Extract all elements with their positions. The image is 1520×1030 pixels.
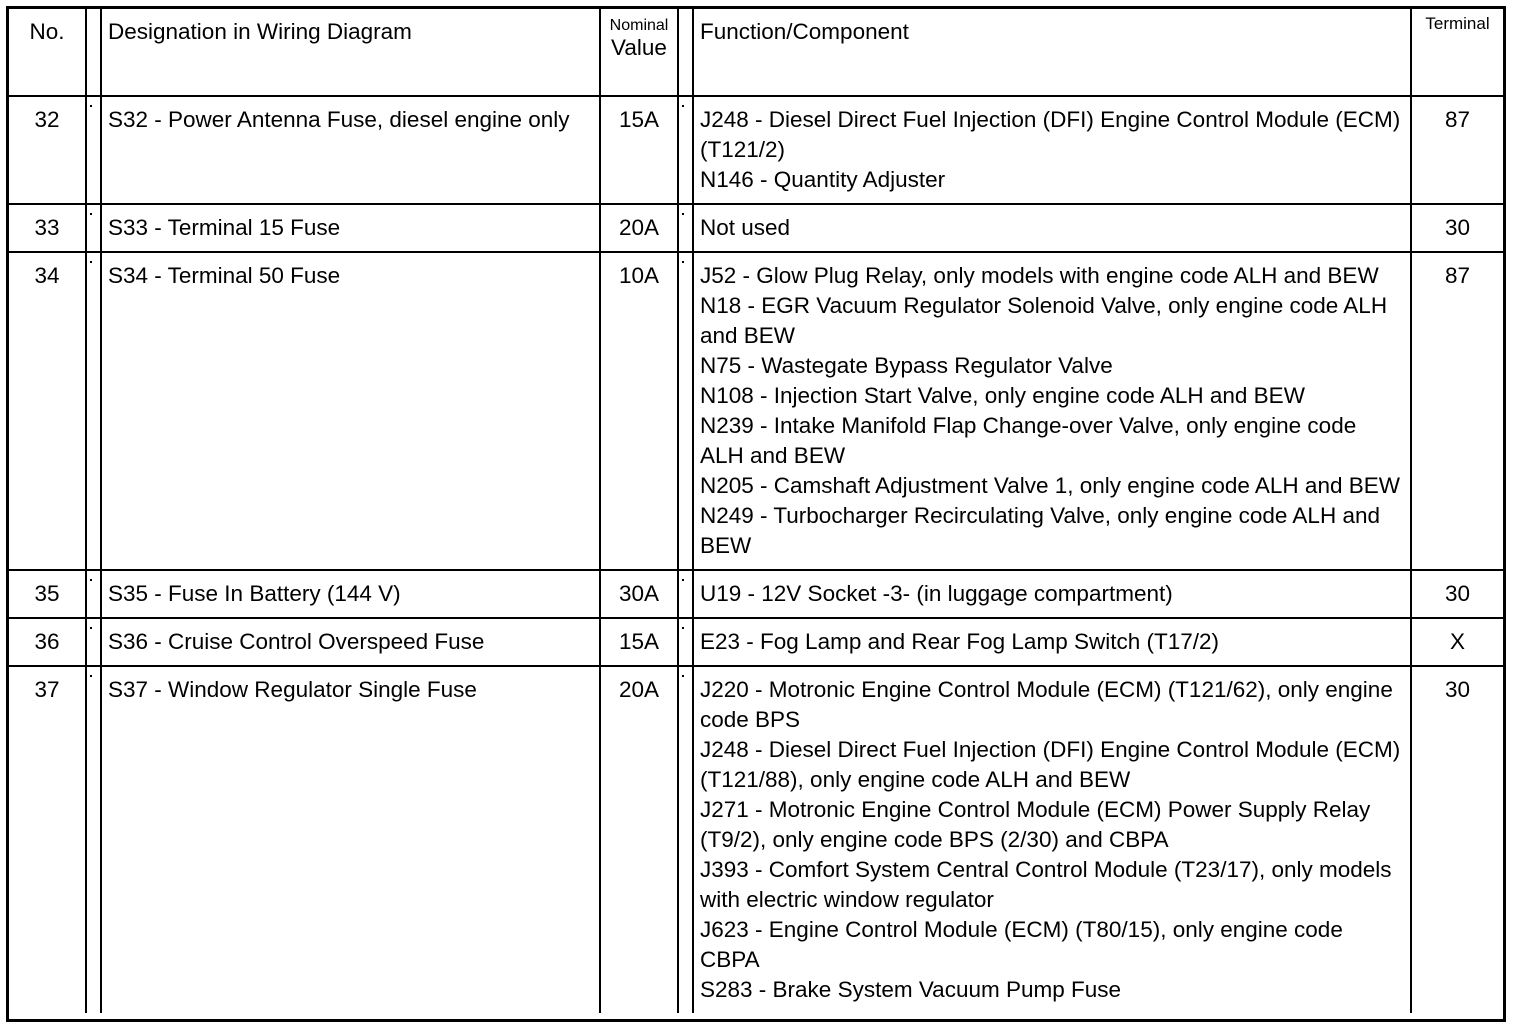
row-gap-cell [86,204,101,252]
row-gap-cell [678,666,693,1013]
row-gap-cell [678,204,693,252]
component-entry: E23 - Fog Lamp and Rear Fog Lamp Switch (T17/2) [700,629,1219,654]
component-entry: Not used [700,215,791,240]
cell-marker [682,627,684,629]
row-function-components [693,252,1411,570]
row-function-components [693,666,1411,1013]
row-gap-cell [86,666,101,1013]
table-row [9,666,1503,1013]
table-row [9,252,1503,570]
header-nominal-value [600,9,678,96]
row-terminal: 30 [1411,204,1503,252]
component-entry: J248 - Diesel Direct Fuel Injection (DFI) Engine Control Module (ECM) (T121/2) [700,107,1401,162]
header-value-label: Value [611,35,667,60]
component-entry: J271 - Motronic Engine Control Module (ECM) Power Supply Relay (T9/2), only engine code BPS (2/30) and CBPA [700,797,1371,852]
row-number: 37 [9,666,86,1013]
cell-marker [90,627,92,629]
cell-marker [682,261,684,263]
row-designation: S32 - Power Antenna Fuse, diesel engine only [101,96,600,204]
row-gap-cell [86,570,101,618]
component-entry: N108 - Injection Start Valve, only engine code ALH and BEW [700,383,1305,408]
header-gap [86,9,101,96]
cell-marker [90,105,92,107]
header-gap [678,9,693,96]
cell-marker [90,675,92,677]
row-designation: S35 - Fuse In Battery (144 V) [101,570,600,618]
header-designation: Designation in Wiring Diagram [101,9,600,96]
row-nominal-value: 15A [600,96,678,204]
cell-marker [682,105,684,107]
fuse-table-frame [6,6,1506,1022]
row-number: 32 [9,96,86,204]
fuse-table [9,9,1503,1013]
header-terminal: Terminal [1411,9,1503,96]
header-nominal-label: Nominal [609,17,669,34]
cell-marker [90,261,92,263]
table-header-row [9,9,1503,96]
cell-marker [682,213,684,215]
component-entry: J220 - Motronic Engine Control Module (ECM) (T121/62), only engine code BPS [700,677,1393,732]
row-nominal-value: 30A [600,570,678,618]
row-gap-cell [678,96,693,204]
row-number: 36 [9,618,86,666]
row-designation: S33 - Terminal 15 Fuse [101,204,600,252]
row-gap-cell [86,96,101,204]
header-no: No. [9,9,86,96]
row-gap-cell [86,252,101,570]
row-designation: S36 - Cruise Control Overspeed Fuse [101,618,600,666]
component-entry: N18 - EGR Vacuum Regulator Solenoid Valve, only engine code ALH and BEW [700,293,1388,348]
row-function-components [693,570,1411,618]
component-entry: N75 - Wastegate Bypass Regulator Valve [700,353,1113,378]
row-nominal-value: 15A [600,618,678,666]
component-entry: N239 - Intake Manifold Flap Change-over Valve, only engine code ALH and BEW [700,413,1357,468]
row-function-components [693,618,1411,666]
row-nominal-value: 10A [600,252,678,570]
component-entry: N205 - Camshaft Adjustment Valve 1, only engine code ALH and BEW [700,473,1400,498]
component-entry: S283 - Brake System Vacuum Pump Fuse [700,977,1122,1002]
row-number: 33 [9,204,86,252]
row-nominal-value: 20A [600,204,678,252]
row-terminal: 87 [1411,96,1503,204]
component-entry: J393 - Comfort System Central Control Module (T23/17), only models with electric window regulator [700,857,1392,912]
component-entry: N146 - Quantity Adjuster [700,167,946,192]
cell-marker [682,675,684,677]
row-terminal: 87 [1411,252,1503,570]
component-entry: J248 - Diesel Direct Fuel Injection (DFI) Engine Control Module (ECM) (T121/88), only engine code ALH and BEW [700,737,1401,792]
component-entry: J623 - Engine Control Module (ECM) (T80/15), only engine code CBPA [700,917,1343,972]
row-number: 34 [9,252,86,570]
row-gap-cell [678,252,693,570]
cell-marker [90,579,92,581]
cell-marker [682,579,684,581]
row-function-components [693,204,1411,252]
row-function-components [693,96,1411,204]
component-entry: N249 - Turbocharger Recirculating Valve, only engine code ALH and BEW [700,503,1380,558]
row-designation: S37 - Window Regulator Single Fuse [101,666,600,1013]
row-terminal: 30 [1411,570,1503,618]
table-row [9,618,1503,666]
row-terminal: X [1411,618,1503,666]
header-function: Function/Component [693,9,1411,96]
row-gap-cell [678,618,693,666]
table-row [9,570,1503,618]
component-entry: J52 - Glow Plug Relay, only models with engine code ALH and BEW [700,263,1379,288]
row-number: 35 [9,570,86,618]
row-nominal-value: 20A [600,666,678,1013]
row-designation: S34 - Terminal 50 Fuse [101,252,600,570]
component-entry: U19 - 12V Socket -3- (in luggage compartment) [700,581,1173,606]
table-row [9,96,1503,204]
row-gap-cell [86,618,101,666]
cell-marker [90,213,92,215]
row-gap-cell [678,570,693,618]
row-terminal: 30 [1411,666,1503,1013]
table-row [9,204,1503,252]
